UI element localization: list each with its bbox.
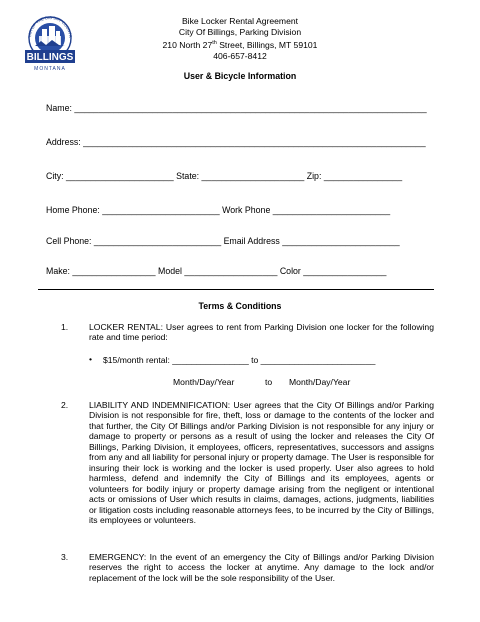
- header-address: [150, 37, 330, 51]
- section-title-user-info: User & Bicycle Information: [183, 71, 297, 81]
- header-phone: 406-657-8412: [213, 51, 267, 61]
- term-number: 1.: [61, 322, 69, 332]
- section-divider: [38, 289, 434, 290]
- bullet-icon: •: [89, 354, 93, 364]
- date-format-to-word: to: [265, 377, 273, 387]
- name-field[interactable]: Name: ________________________________________________________________________: [46, 103, 427, 113]
- term-emergency: EMERGENCY: In the event of an emergency the City of Billings and/or Parking Division reserves the right to access the locker at anytime. Any damage to the lock and/or replacement of the lock will be the sole responsibility of the User.: [89, 552, 434, 583]
- section-title-terms: Terms & Conditions: [198, 301, 282, 311]
- header-line2: City Of Billings, Parking Division: [178, 27, 302, 37]
- logo-ring-text: TAR OF THE BIG SKY COUNTR: [26, 14, 74, 38]
- header-line1: Bike Locker Rental Agreement: [181, 16, 299, 26]
- logo-subtext: MONTANA: [34, 66, 66, 72]
- logo-wordmark: BILLINGS: [26, 52, 74, 63]
- address-field[interactable]: Address: ______________________________________________________________________: [46, 137, 426, 147]
- date-format-from: Month/Day/Year: [173, 377, 235, 387]
- header-address-num: 210 North 27: [162, 39, 213, 50]
- header-address-sup: th: [212, 40, 217, 46]
- bike-make-model-color-fields[interactable]: Make: _________________ Model ___________________ Color _________________: [46, 266, 387, 276]
- term-locker-rental: LOCKER RENTAL: User agrees to rent from Parking Division one locker for the following rate and time period:: [89, 322, 434, 343]
- phone-fields[interactable]: Home Phone: ________________________ Work Phone ________________________: [46, 205, 391, 215]
- term-number: 3.: [61, 552, 69, 562]
- rental-rate-line[interactable]: $15/month rental: ________________ to ________________________: [103, 355, 376, 365]
- cell-email-fields[interactable]: Cell Phone: __________________________ Email Address ________________________: [46, 236, 400, 246]
- header-address-rest: Street, Billings, MT 59101: [216, 39, 318, 50]
- date-format-to: Month/Day/Year: [289, 377, 351, 387]
- city-state-zip-field[interactable]: City: ______________________ State: _____________________ Zip: ________________: [46, 171, 403, 181]
- city-logo: [22, 14, 78, 74]
- term-number: 2.: [61, 400, 69, 410]
- term-liability: LIABILITY AND INDEMNIFICATION: User agrees that the City Of Billings and/or Parking Division is not responsible for fire, theft, loss or damage to the contents of the locker and that further, the City Of Billings and/or Parking Division is not responsible for any injury or damage to property or persons as a result of using the locker and releases the City Of Billings, Parking Division, it employees, officers, representatives, successors and assigns from any and all liability for personal injury or property damage. The User is responsible for insuring their lock is working and the locker is used properly. User also agrees to hold harmless, defend and indemnify the City of Billings and its employees, agents or volunteers for bodily injury or property damage arising from the negligent or intentional acts or omissions of User which results in claims, damages, actions, judgments, liabilities or litigation costs including reasonable attorneys fees, to be incurred by the City of Billings, its employees or volunteers.: [89, 400, 434, 525]
